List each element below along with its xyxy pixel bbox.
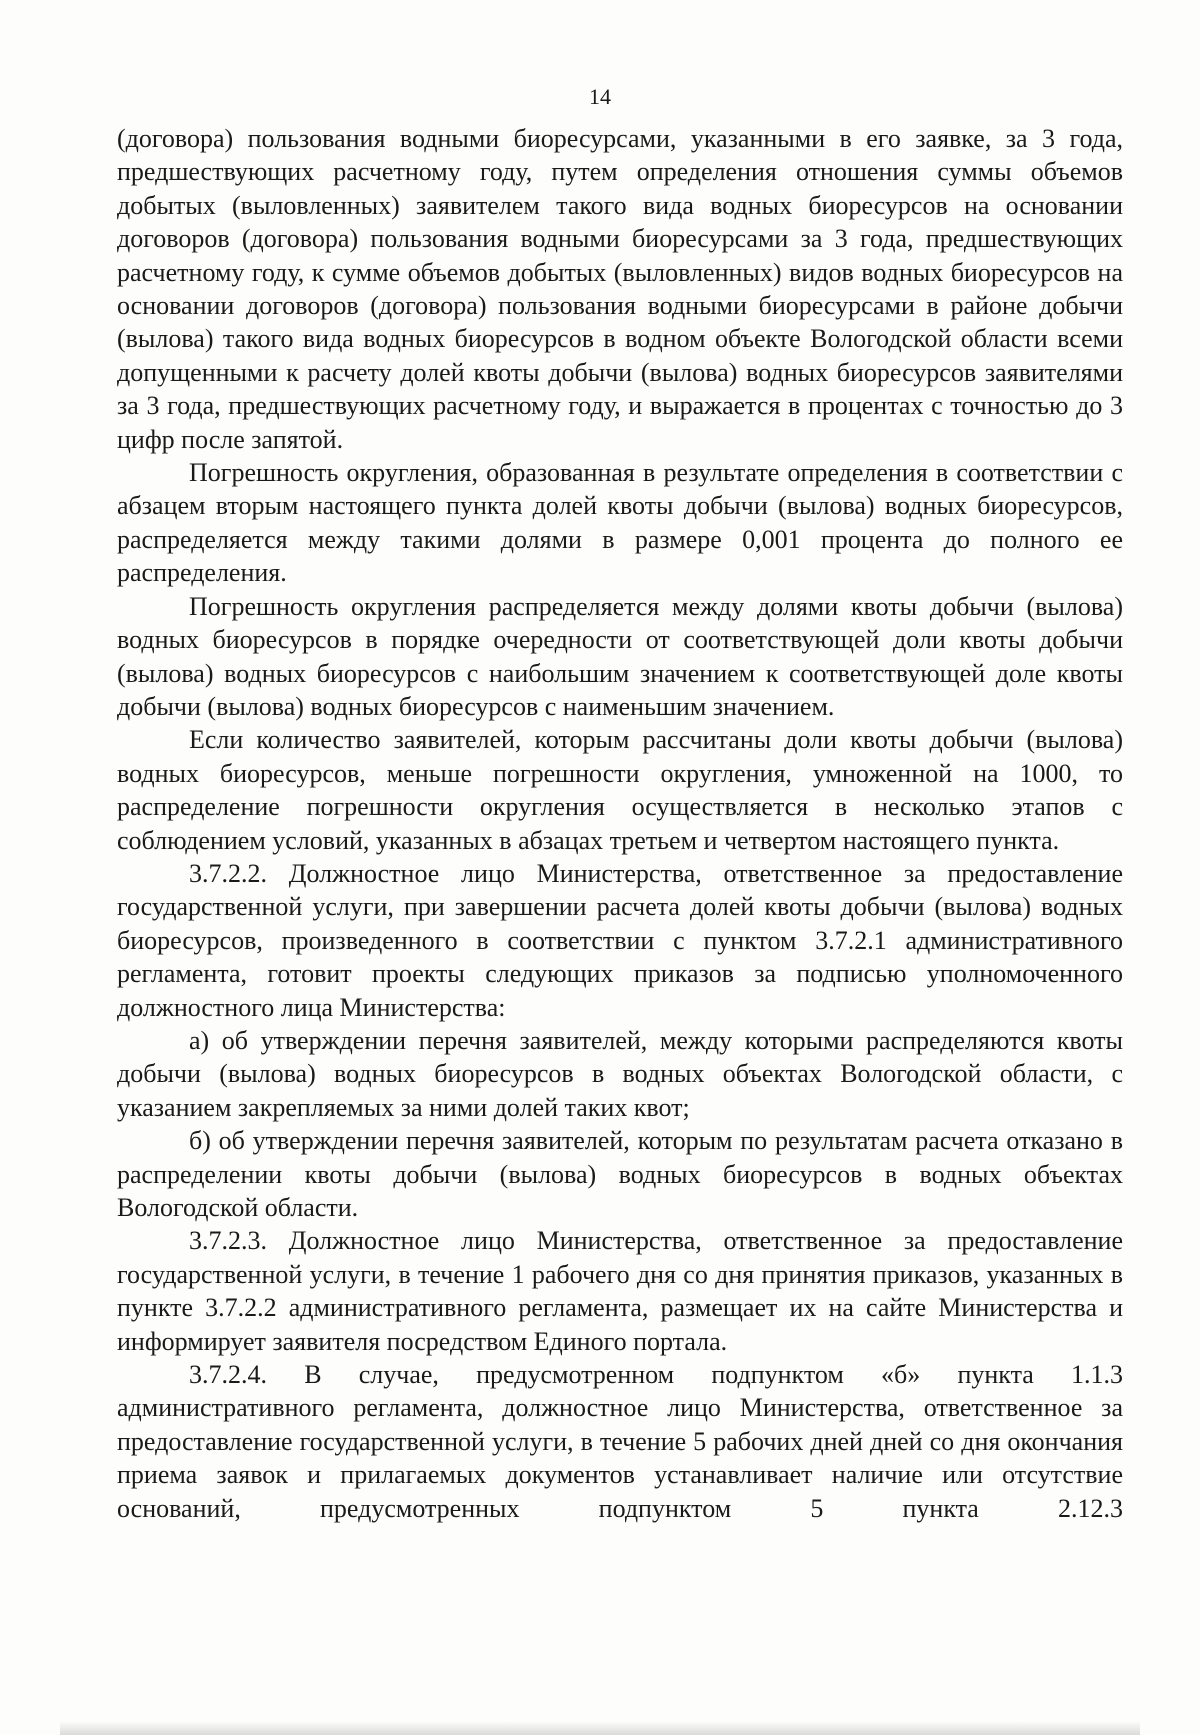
paragraph-applicants-count: Если количество заявителей, которым рассчитаны доли квоты добычи (вылова) водных биоресурсов, меньше погрешности округления, умноженной на 1000, то распределение погрешности округления осуществляется в несколько этапов с соблюдением условий, указанных в абзацах третьем и четвертом настоящего пункта.	[117, 725, 1123, 855]
paragraph-rounding-error: Погрешность округления, образованная в результате определения в соответствии с абзацем вторым настоящего пункта долей квоты добычи (вылова) водных биоресурсов, распределяется между такими долями в размере 0,001 процента до полного ее распределения.	[117, 458, 1123, 588]
page-number: 14	[589, 84, 611, 109]
paragraph-rounding-order: Погрешность округления распределяется между долями квоты добычи (вылова) водных биоресурсов в порядке очередности от соответствующей доли квоты добычи (вылова) водных биоресурсов с наибольшим значением к соответствующей доле квоты добычи (вылова) водных биоресурсов с наименьшим значением.	[117, 591, 1123, 721]
scan-edge-shadow	[60, 1721, 1140, 1735]
paragraph-item-b: б) об утверждении перечня заявителей, которым по результатам расчета отказано в распределении квоты добычи (вылова) водных биоресурсов в водных объектах Вологодской области.	[117, 1126, 1123, 1222]
paragraph-continuation: (договора) пользования водными биоресурсами, указанными в его заявке, за 3 года, предшествующих расчетному году, путем определения отношения суммы объемов добытых (выловленных) заявителем такого вида водных биоресурсов на основании договоров (договора) пользования водными биоресурсами за 3 года, предшествующих расчетному году, к сумме объемов добытых (выловленных) видов водных биоресурсов на основании договоров (договора) пользования водными биоресурсами в районе добычи (вылова) такого вида водных биоресурсов в водном объекте Вологодской области всеми допущенными к расчету долей квоты добычи (вылова) водных биоресурсов заявителями за 3 года, предшествующих расчетному году, и выражается в процентах с точностью до 3 цифр после запятой.	[117, 124, 1123, 454]
paragraph-3-7-2-3: 3.7.2.3. Должностное лицо Министерства, ответственное за предоставление государственной услуги, в течение 1 рабочего дня со дня принятия приказов, указанных в пункте 3.7.2.2 административного регламента, размещает их на сайте Министерства и информирует заявителя посредством Единого портала.	[117, 1226, 1123, 1356]
document-body	[117, 122, 1123, 1525]
paragraph-3-7-2-4: 3.7.2.4. В случае, предусмотренном подпунктом «б» пункта 1.1.3 административного регламента, должностное лицо Министерства, ответственное за предоставление государственной услуги, в течение 5 рабочих дней дней со дня окончания приема заявок и прилагаемых документов устанавливает наличие или отсутствие оснований, предусмотренных подпунктом 5 пункта 2.12.3	[117, 1360, 1123, 1523]
paragraph-3-7-2-2: 3.7.2.2. Должностное лицо Министерства, ответственное за предоставление государственной услуги, при завершении расчета долей квоты добычи (вылова) водных биоресурсов, произведенного в соответствии с пунктом 3.7.2.1 административного регламента, готовит проекты следующих приказов за подписью уполномоченного должностного лица Министерства:	[117, 858, 1123, 1022]
paragraph-item-a: а) об утверждении перечня заявителей, между которыми распределяются квоты добычи (вылова) водных биоресурсов в водных объектах Вологодской области, с указанием закрепляемых за ними долей таких квот;	[117, 1025, 1123, 1122]
